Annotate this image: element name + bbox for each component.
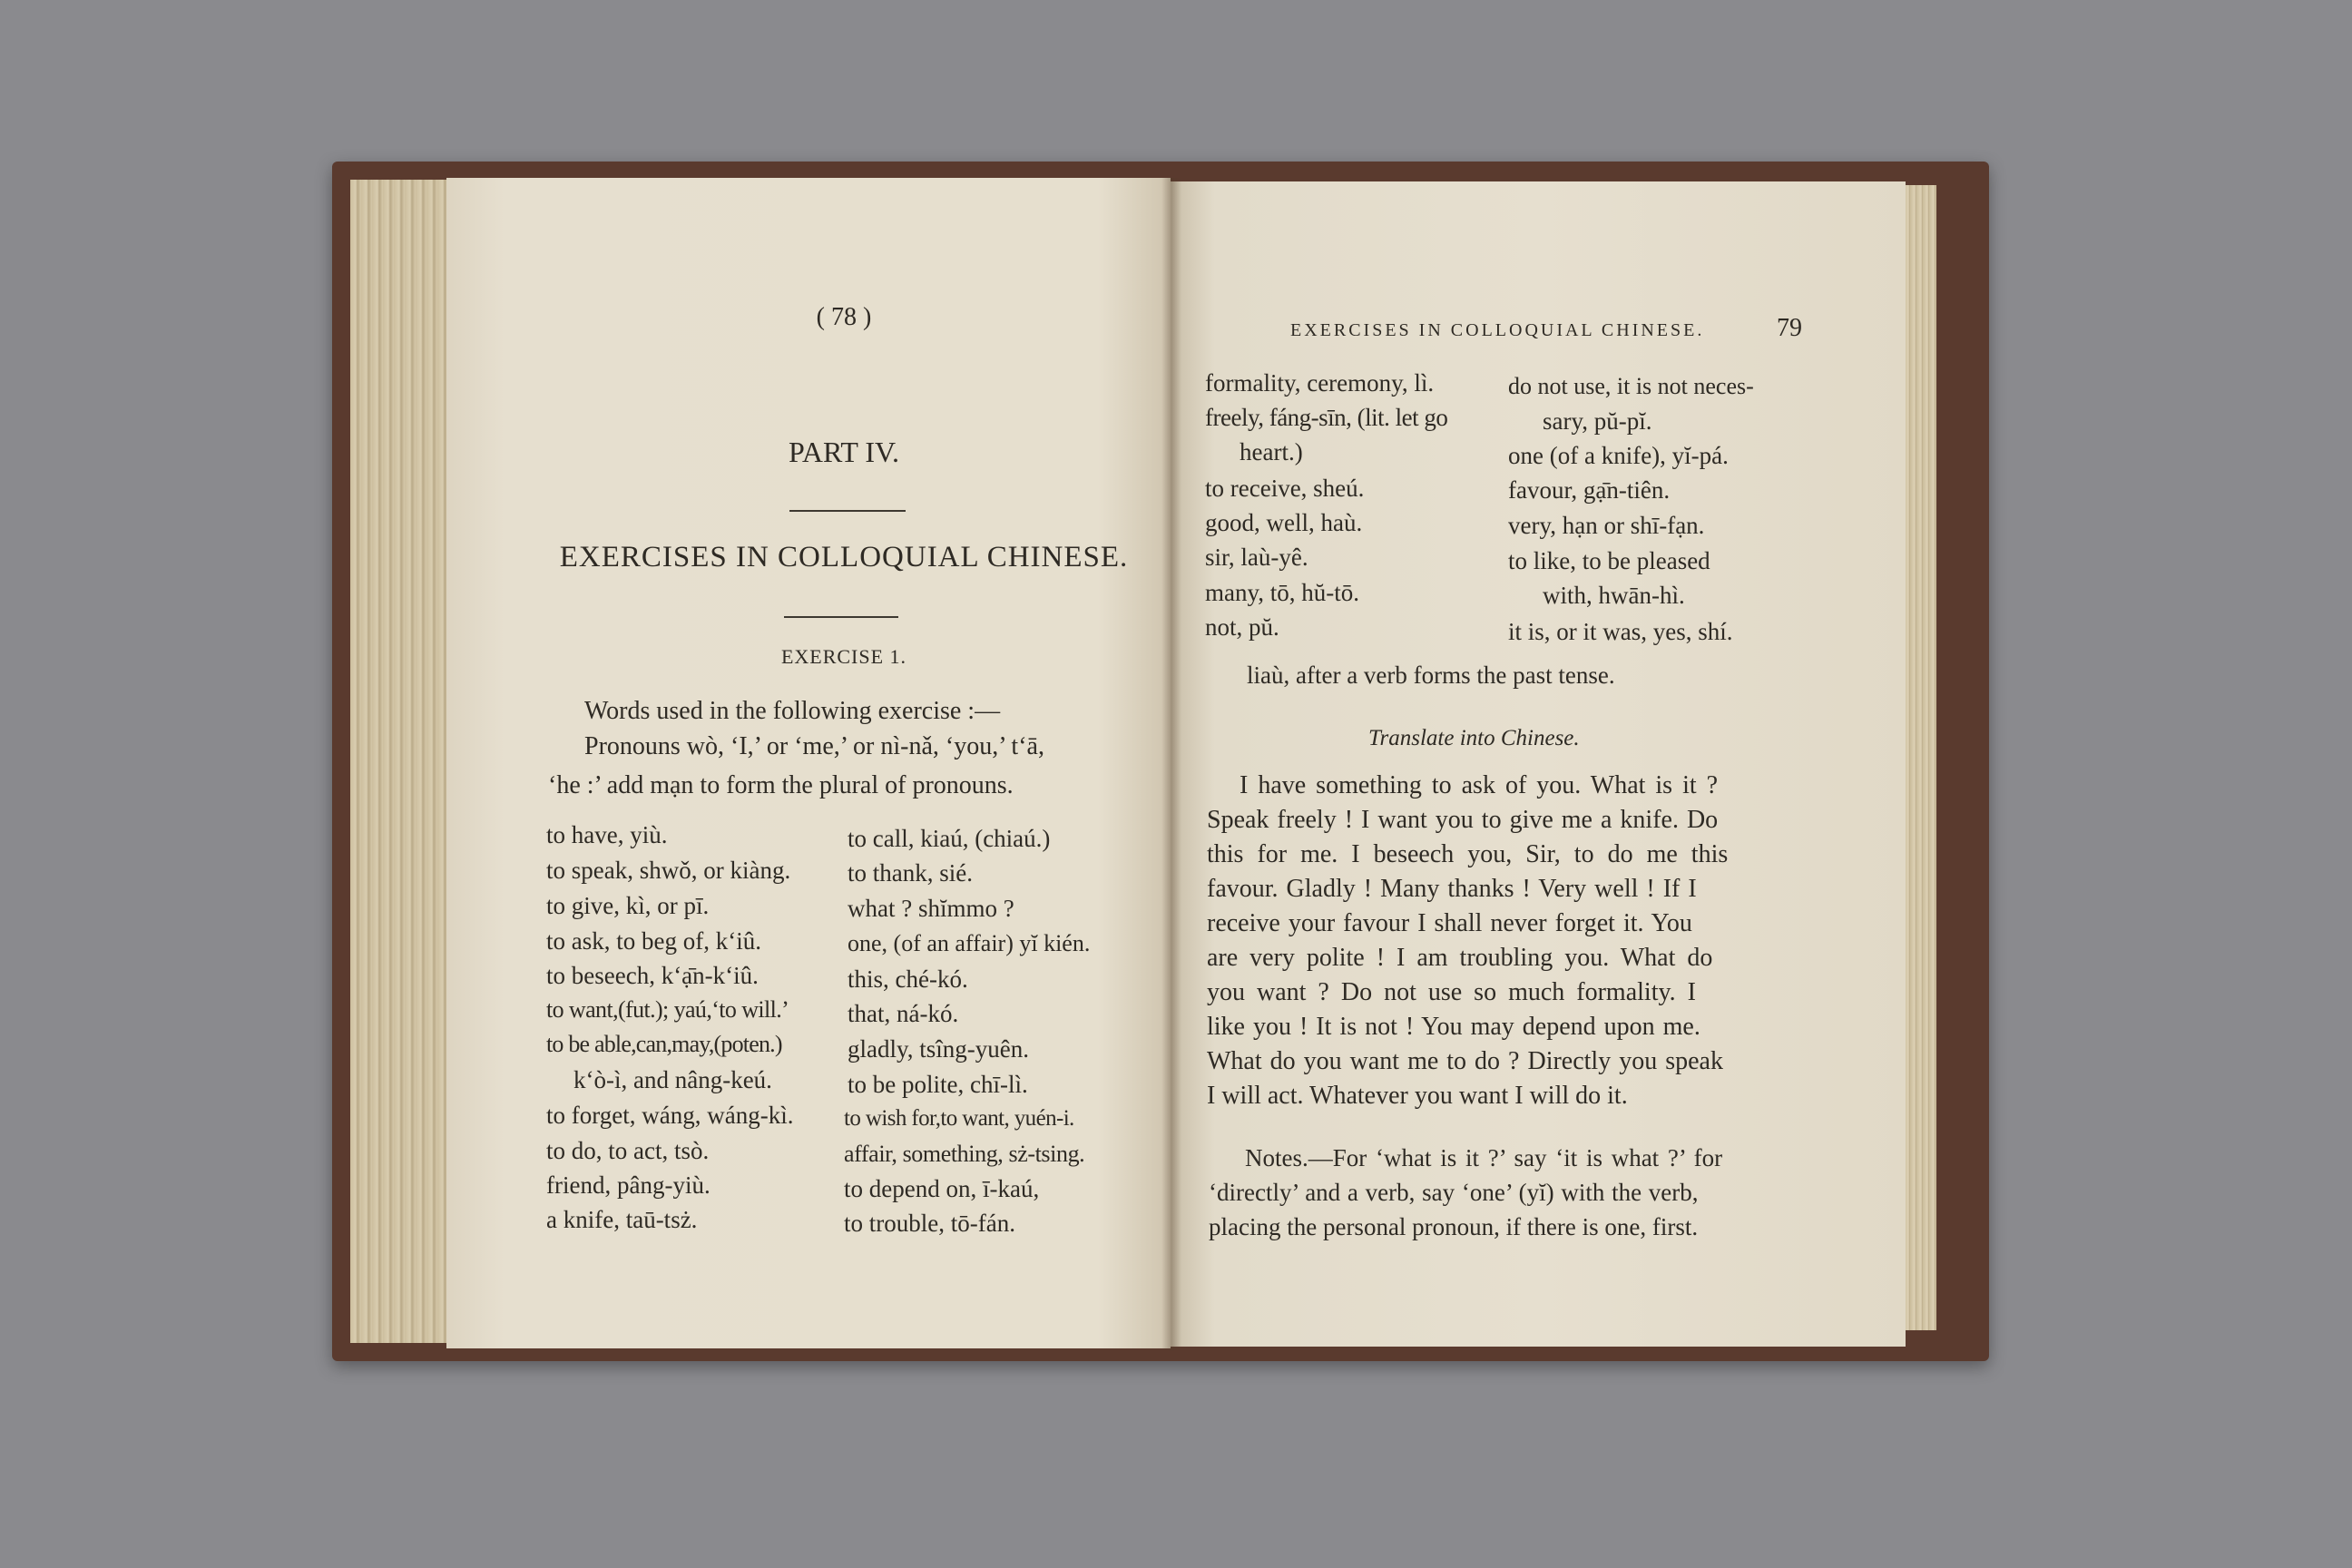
vocab-item: to do, to act, tsò.: [546, 1137, 710, 1164]
vocab-item: favour, gạ̄n-tiên.: [1508, 476, 1671, 504]
vocab-item: to beseech, k‘ạ̄n-k‘iû.: [546, 962, 759, 989]
vocab-item: to trouble, tō-fán.: [844, 1210, 1015, 1237]
vocab-item: one (of a knife), yĭ-pá.: [1508, 442, 1729, 469]
right-page-number: 79: [1777, 314, 1802, 342]
text-line: favour. Gladly ! Many thanks ! Very well ! If I: [1207, 875, 1697, 903]
vocab-item: gladly, tsîng-yuên.: [848, 1035, 1029, 1063]
part-heading: PART IV.: [789, 436, 899, 468]
vocab-item: to speak, shwǒ, or kiàng.: [546, 857, 791, 884]
notes-line: placing the personal pronoun, if there is one, first.: [1209, 1213, 1699, 1240]
translate-heading: Translate into Chinese.: [1368, 726, 1580, 750]
vocab-item: this, ché-kó.: [848, 965, 968, 993]
vocab-item: do not use, it is not neces-: [1508, 373, 1754, 399]
pronouns-line-2: ‘he :’ add mạn to form the plural of pronouns.: [548, 771, 1014, 799]
text-line: are very polite ! I am troubling you. What do: [1207, 944, 1713, 972]
notes-line: Notes.—For ‘what is it ?’ say ‘it is what ?’ for: [1245, 1144, 1723, 1171]
vocab-item: to be able,can,may,(poten.): [546, 1031, 782, 1057]
vocab-item: to depend on, ī-kaú,: [844, 1175, 1040, 1202]
vocab-item: to call, kiaú, (chiaú.): [848, 825, 1051, 852]
vocab-item: one, (of an affair) yĭ kién.: [848, 930, 1091, 956]
vocab-item: to receive, sheú.: [1205, 475, 1365, 502]
text-line: Speak freely ! I want you to give me a knife. Do: [1207, 806, 1719, 834]
left-page-number: ( 78 ): [816, 303, 872, 331]
page-title: EXERCISES IN COLLOQUIAL CHINESE.: [559, 541, 1129, 573]
vocab-item: heart.): [1240, 438, 1303, 466]
vocab-item: a knife, taū-tsż.: [546, 1206, 698, 1233]
text-line: like you ! It is not ! You may depend upon me.: [1207, 1013, 1700, 1041]
text-line: I have something to ask of you. What is it ?: [1240, 771, 1719, 799]
pronouns-line-1: Pronouns wò, ‘I,’ or ‘me,’ or nì-nǎ, ‘you,’ t‘ā,: [584, 732, 1044, 760]
divider: [789, 510, 906, 512]
vocab-item: to ask, to beg of, k‘iû.: [546, 927, 761, 955]
vocab-item: to be polite, chī-lì.: [848, 1071, 1028, 1098]
vocab-item: affair, something, sż-tsing.: [844, 1141, 1085, 1167]
vocab-item: friend, pâng-yiù.: [546, 1171, 710, 1199]
vocab-item: what ? shĭmmo ?: [848, 895, 1014, 922]
vocab-item: that, ná-kó.: [848, 1000, 959, 1027]
vocab-item: to thank, sié.: [848, 859, 973, 887]
intro-line: Words used in the following exercise :—: [584, 697, 1001, 725]
vocab-item: not, pŭ.: [1205, 613, 1279, 641]
text-line: I will act. Whatever you want I will do it.: [1207, 1082, 1628, 1110]
vocab-item: to like, to be pleased: [1508, 547, 1710, 574]
divider: [784, 616, 898, 618]
vocab-item: with, hwān-hì.: [1543, 582, 1685, 609]
vocab-item: freely, fáng-sīn, (lit. let go: [1205, 404, 1448, 431]
vocab-item: to wish for,to want, yuén-i.: [844, 1106, 1074, 1131]
vocab-item: to give, kì, or pī.: [546, 892, 710, 919]
vocab-item: formality, ceremony, lì.: [1205, 369, 1435, 397]
vocab-item: to have, yiù.: [546, 821, 668, 848]
notes-line: ‘directly’ and a verb, say ‘one’ (yĭ) with the verb,: [1209, 1179, 1699, 1206]
vocab-item: good, well, haù.: [1205, 509, 1363, 536]
liau-note: liaù, after a verb forms the past tense.: [1247, 662, 1615, 689]
vocab-item: to want,(fut.); yaú,‘to will.’: [546, 996, 789, 1023]
vocab-item: it is, or it was, yes, shí.: [1508, 618, 1733, 645]
text-line: receive your favour I shall never forget it. You: [1207, 909, 1692, 937]
vocab-item: sir, laù-yê.: [1205, 544, 1308, 571]
vocab-item: sary, pŭ-pĭ.: [1543, 407, 1652, 435]
text-line: this for me. I beseech you, Sir, to do me this: [1207, 840, 1729, 868]
running-head: EXERCISES IN COLLOQUIAL CHINESE.: [1290, 320, 1705, 340]
page-edges-right: [1904, 185, 1936, 1330]
text-line: you want ? Do not use so much formality. I: [1207, 978, 1696, 1006]
exercise-heading: EXERCISE 1.: [780, 645, 907, 668]
vocab-item: k‘ò-ì, and nâng-keú.: [573, 1066, 772, 1093]
book-gutter: [1161, 178, 1181, 1350]
vocab-item: many, tō, hŭ-tō.: [1205, 579, 1359, 606]
vocab-item: very, hạn or shī-fạn.: [1508, 512, 1705, 539]
page-edges-left: [350, 180, 450, 1343]
text-line: What do you want me to do ? Directly you speak: [1207, 1047, 1723, 1075]
vocab-item: to forget, wáng, wáng-kì.: [546, 1102, 794, 1129]
